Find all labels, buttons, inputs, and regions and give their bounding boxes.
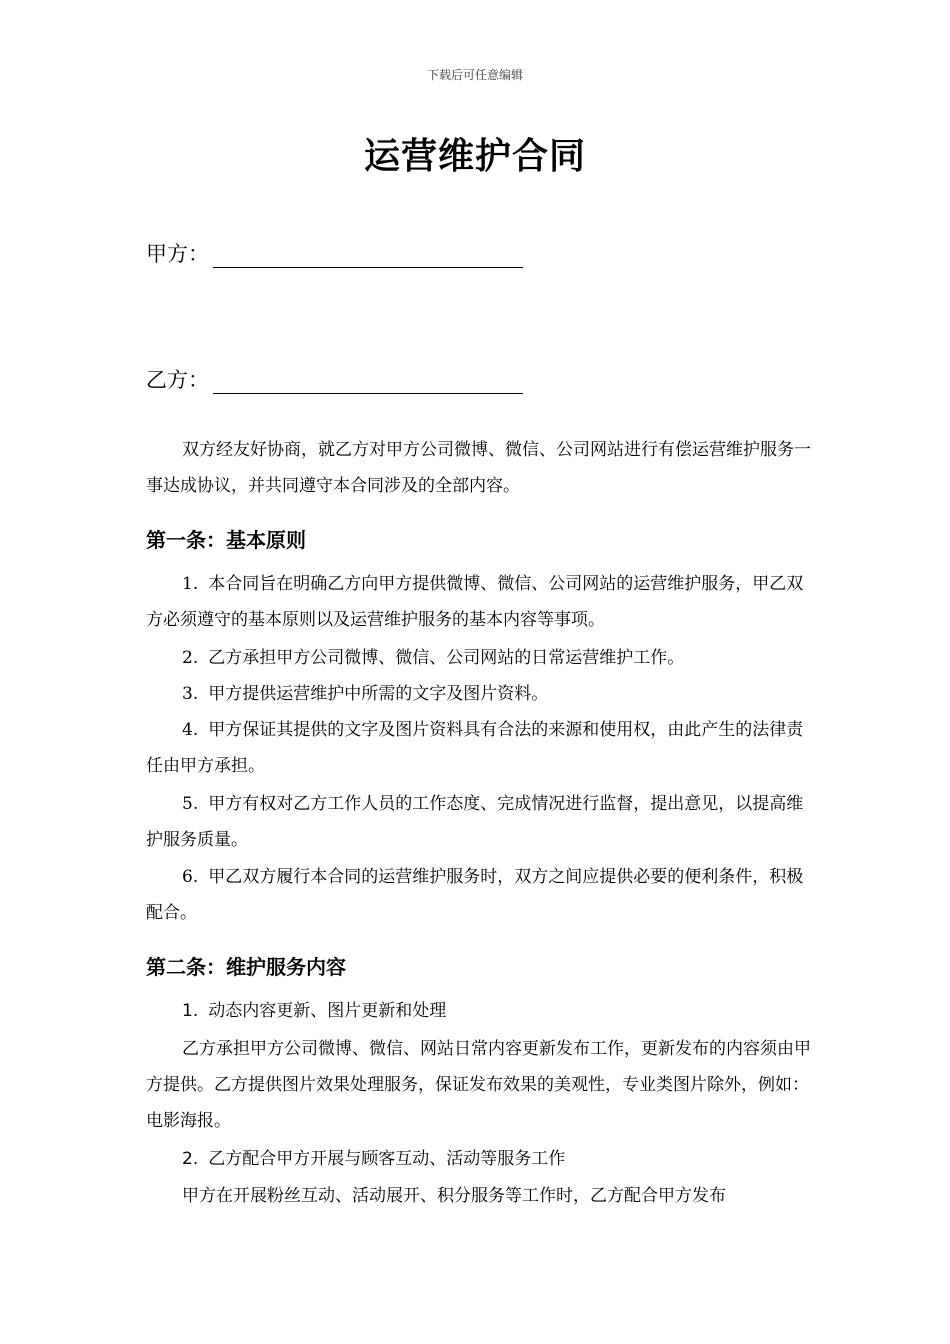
party-a-blank-line	[213, 245, 523, 268]
item-number: 2.	[182, 1149, 199, 1169]
intro-paragraph: 双方经友好协商，就乙方对甲方公司微博、微信、公司网站进行有偿运营维护服务一事达成协议，并共同遵守本合同涉及的全部内容。	[146, 440, 811, 496]
section1-item	[146, 566, 811, 638]
section1-item	[146, 712, 811, 784]
party-a-label: 甲方：	[146, 242, 209, 266]
item-number: 1.	[182, 574, 199, 594]
item-number: 4.	[182, 720, 199, 740]
section2-item	[146, 1141, 811, 1177]
section1-item	[146, 640, 811, 676]
header-note: 下载后可任意编辑	[426, 68, 523, 82]
section2-paragraph: 甲方在开展粉丝互动、活动展开、积分服务等工作时，乙方配合甲方发布	[182, 1186, 726, 1206]
item-text: 甲方有权对乙方工作人员的工作态度、完成情况进行监督，提出意见，以提高维护服务质量。	[146, 794, 804, 850]
item-number: 1.	[182, 1001, 199, 1021]
item-text: 乙方承担甲方公司微博、微信、公司网站的日常运营维护工作。	[208, 648, 685, 668]
item-text: 甲乙双方履行本合同的运营维护服务时，双方之间应提供必要的便利条件，积极配合。	[146, 867, 804, 923]
item-text: 本合同旨在明确乙方向甲方提供微博、微信、公司网站的运营维护服务，甲乙双方必须遵守的基本原则以及运营维护服务的基本内容等事项。	[146, 574, 804, 630]
section1-item	[146, 859, 811, 931]
party-b-label: 乙方：	[146, 368, 209, 392]
item-number: 5.	[182, 794, 199, 814]
item-text: 乙方配合甲方开展与顾客互动、活动等服务工作	[208, 1149, 566, 1169]
item-number: 3.	[182, 684, 199, 704]
item-text: 甲方保证其提供的文字及图片资料具有合法的来源和使用权，由此产生的法律责任由甲方承担。	[146, 720, 804, 776]
item-text: 甲方提供运营维护中所需的文字及图片资料。	[208, 684, 549, 704]
item-text: 动态内容更新、图片更新和处理	[208, 1001, 447, 1021]
party-b-blank-line	[213, 371, 523, 394]
document-title: 运营维护合同	[363, 136, 586, 177]
section2-paragraph: 乙方承担甲方公司微博、微信、网站日常内容更新发布工作，更新发布的内容须由甲方提供。乙方提供图片效果处理服务，保证发布效果的美观性，专业类图片除外，例如：电影海报。	[146, 1039, 811, 1131]
party-a-field	[146, 238, 523, 268]
section2-heading: 第二条：维护服务内容	[146, 955, 346, 979]
item-number: 6.	[182, 867, 199, 887]
section1-item	[146, 676, 811, 712]
section1-item	[146, 786, 811, 858]
item-number: 2.	[182, 648, 199, 668]
section1-heading: 第一条：基本原则	[146, 528, 306, 552]
party-b-field	[146, 364, 523, 394]
section2-item	[146, 993, 811, 1029]
